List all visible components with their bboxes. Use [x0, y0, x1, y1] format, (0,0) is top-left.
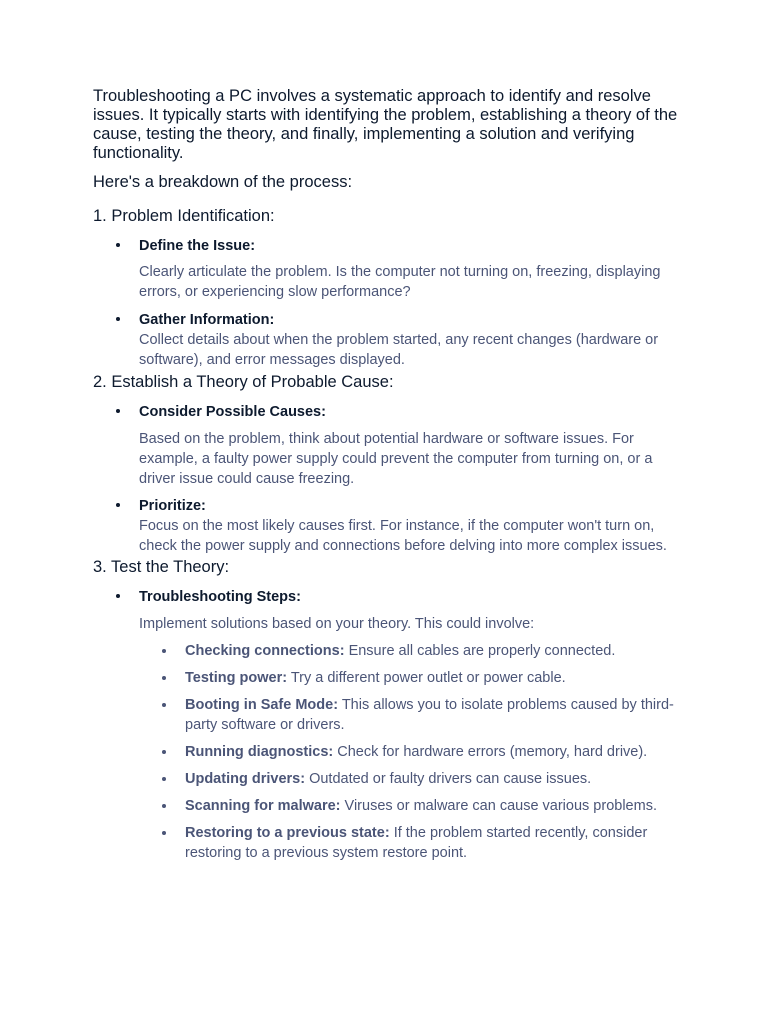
step-label: Checking connections:: [185, 643, 345, 659]
item-body: Based on the problem, think about potential hardware or software issues. For example, a faulty power supply could prevent the computer from turning on, or a driver issue could cause freezing.: [139, 431, 653, 487]
step-label: Updating drivers:: [185, 771, 306, 787]
step-text: Check for hardware errors (memory, hard drive).: [337, 744, 648, 760]
step-text: If the problem started recently, consider restoring to a previous system restore point.: [185, 825, 648, 861]
step-text: This allows you to isolate problems caused by third-party software or drivers.: [185, 697, 674, 733]
item-body: Collect details about when the problem started, any recent changes (hardware or software), and error messages displayed.: [139, 332, 659, 368]
step-text: Try a different power outlet or power cable.: [290, 670, 566, 686]
list-item: [139, 587, 683, 863]
item-title: Define the Issue:: [139, 238, 256, 254]
step-item: [185, 823, 683, 863]
list-item: [139, 236, 683, 302]
section-heading-test-theory: 3. Test the Theory:: [93, 558, 230, 576]
section-3-list: [93, 587, 683, 863]
list-item: [139, 402, 683, 489]
step-label: Booting in Safe Mode:: [185, 697, 339, 713]
item-title: Consider Possible Causes:: [139, 404, 326, 420]
step-item: [185, 695, 683, 735]
item-body: Implement solutions based on your theory. This could involve:: [139, 616, 535, 632]
step-item: [185, 668, 683, 688]
item-title: Troubleshooting Steps:: [139, 589, 301, 605]
troubleshooting-steps-list: [139, 641, 683, 863]
section-1-list: [93, 236, 683, 370]
item-body: Focus on the most likely causes first. For instance, if the computer won't turn on, check the power supply and connections before delving into more complex issues.: [139, 518, 667, 554]
document-page: [93, 87, 683, 863]
item-title: Gather Information:: [139, 312, 275, 328]
item-body: Clearly articulate the problem. Is the computer not turning on, freezing, displaying errors, or experiencing slow performance?: [139, 264, 661, 300]
section-2-list: [93, 402, 683, 556]
step-text: Outdated or faulty drivers can cause issues.: [309, 771, 592, 787]
step-label: Running diagnostics:: [185, 744, 334, 760]
step-item: [185, 769, 683, 789]
step-label: Scanning for malware:: [185, 798, 341, 814]
step-item: [185, 796, 683, 816]
item-title: Prioritize:: [139, 498, 206, 514]
intro-paragraph: Troubleshooting a PC involves a systematic approach to identify and resolve issues. It typically starts with identifying the problem, establishing a theory of the cause, testing the theory, and finally, implementing a solution and verifying functionality.: [93, 87, 678, 162]
step-text: Viruses or malware can cause various problems.: [344, 798, 657, 814]
section-heading-theory: 2. Establish a Theory of Probable Cause:: [93, 373, 394, 391]
section-heading-problem-identification: 1. Problem Identification:: [93, 207, 275, 225]
list-item: [139, 496, 683, 556]
step-text: Ensure all cables are properly connected.: [348, 643, 616, 659]
step-label: Testing power:: [185, 670, 288, 686]
lead-paragraph: Here's a breakdown of the process:: [93, 173, 353, 191]
step-item: [185, 641, 683, 661]
step-item: [185, 742, 683, 762]
step-label: Restoring to a previous state:: [185, 825, 390, 841]
list-item: [139, 310, 683, 370]
